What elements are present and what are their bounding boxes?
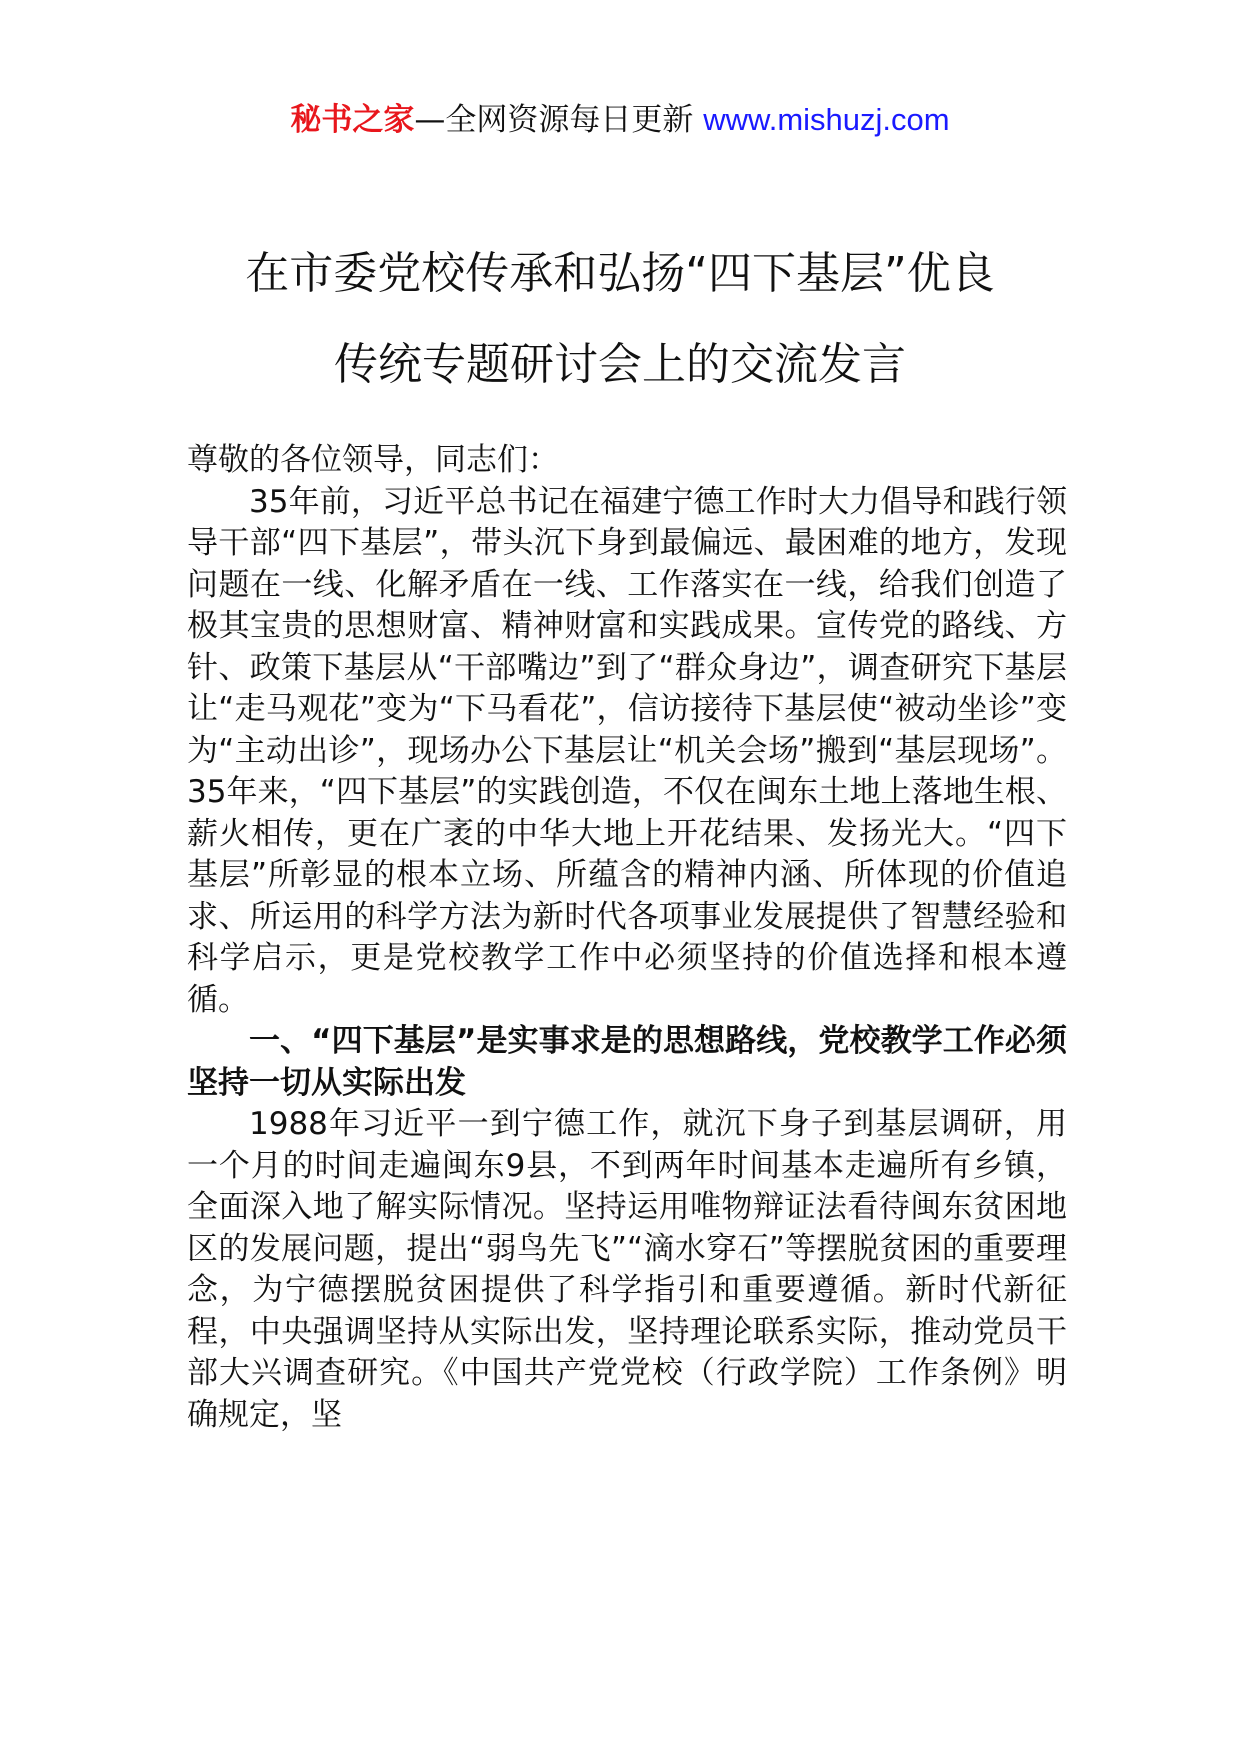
salutation: 尊敬的各位领导，同志们： [187,442,559,478]
section-heading-1: 一、“四下基层”是实事求是的思想路线，党校教学工作必须坚持一切从实际出发 [187,1023,1067,1101]
document-body [187,440,1067,1436]
paragraph-section-1: 1988年习近平一到宁德工作，就沉下身子到基层调研，用一个月的时间走遍闽东9县，不到两年时间基本走遍所有乡镇，全面深入地了解实际情况。坚持运用唯物辩证法看待闽东贫困地区的发展问题，提出“弱鸟先飞”“滴水穿石”等摆脱贫困的重要理念，为宁德摆脱贫困提供了科学指引和重要遵循。新时代新征程，中央强调坚持从实际出发，坚持理论联系实际，推动党员干部大兴调查研究。《中国共产党党校（行政学院）工作条例》明确规定，坚 [187,1106,1067,1433]
paragraph-intro: 35年前，习近平总书记在福建宁德工作时大力倡导和践行领导干部“四下基层”，带头沉下身到最偏远、最困难的地方，发现问题在一线、化解矛盾在一线、工作落实在一线，给我们创造了极其宝贵的思想财富、精神财富和实践成果。宣传党的路线、方针、政策下基层从“干部嘴边”到了“群众身边”，调查研究下基层让“走马观花”变为“下马看花”，信访接待下基层使“被动坐诊”变为“主动出诊”，现场办公下基层让“机关会场”搬到“基层现场”。35年来，“四下基层”的实践创造，不仅在闽东土地上落地生根、薪火相传，更在广袤的中华大地上开花结果、发扬光大。“四下基层”所彰显的根本立场、所蕴含的精神内涵、所体现的价值追求、所运用的科学方法为新时代各项事业发展提供了智慧经验和科学启示，更是党校教学工作中必须坚持的价值选择和根本遵循。 [187,483,1067,1018]
site-url-link[interactable]: www.mishuzj.com [703,102,950,137]
document-title [120,228,1120,410]
brand-name: 秘书之家 [290,102,415,138]
banner-tagline: —全网资源每日更新 [414,102,704,138]
site-banner [0,100,1240,140]
title-line-2: 传统专题研讨会上的交流发言 [334,339,906,390]
title-line-1: 在市委党校传承和弘扬“四下基层”优良 [245,248,995,299]
